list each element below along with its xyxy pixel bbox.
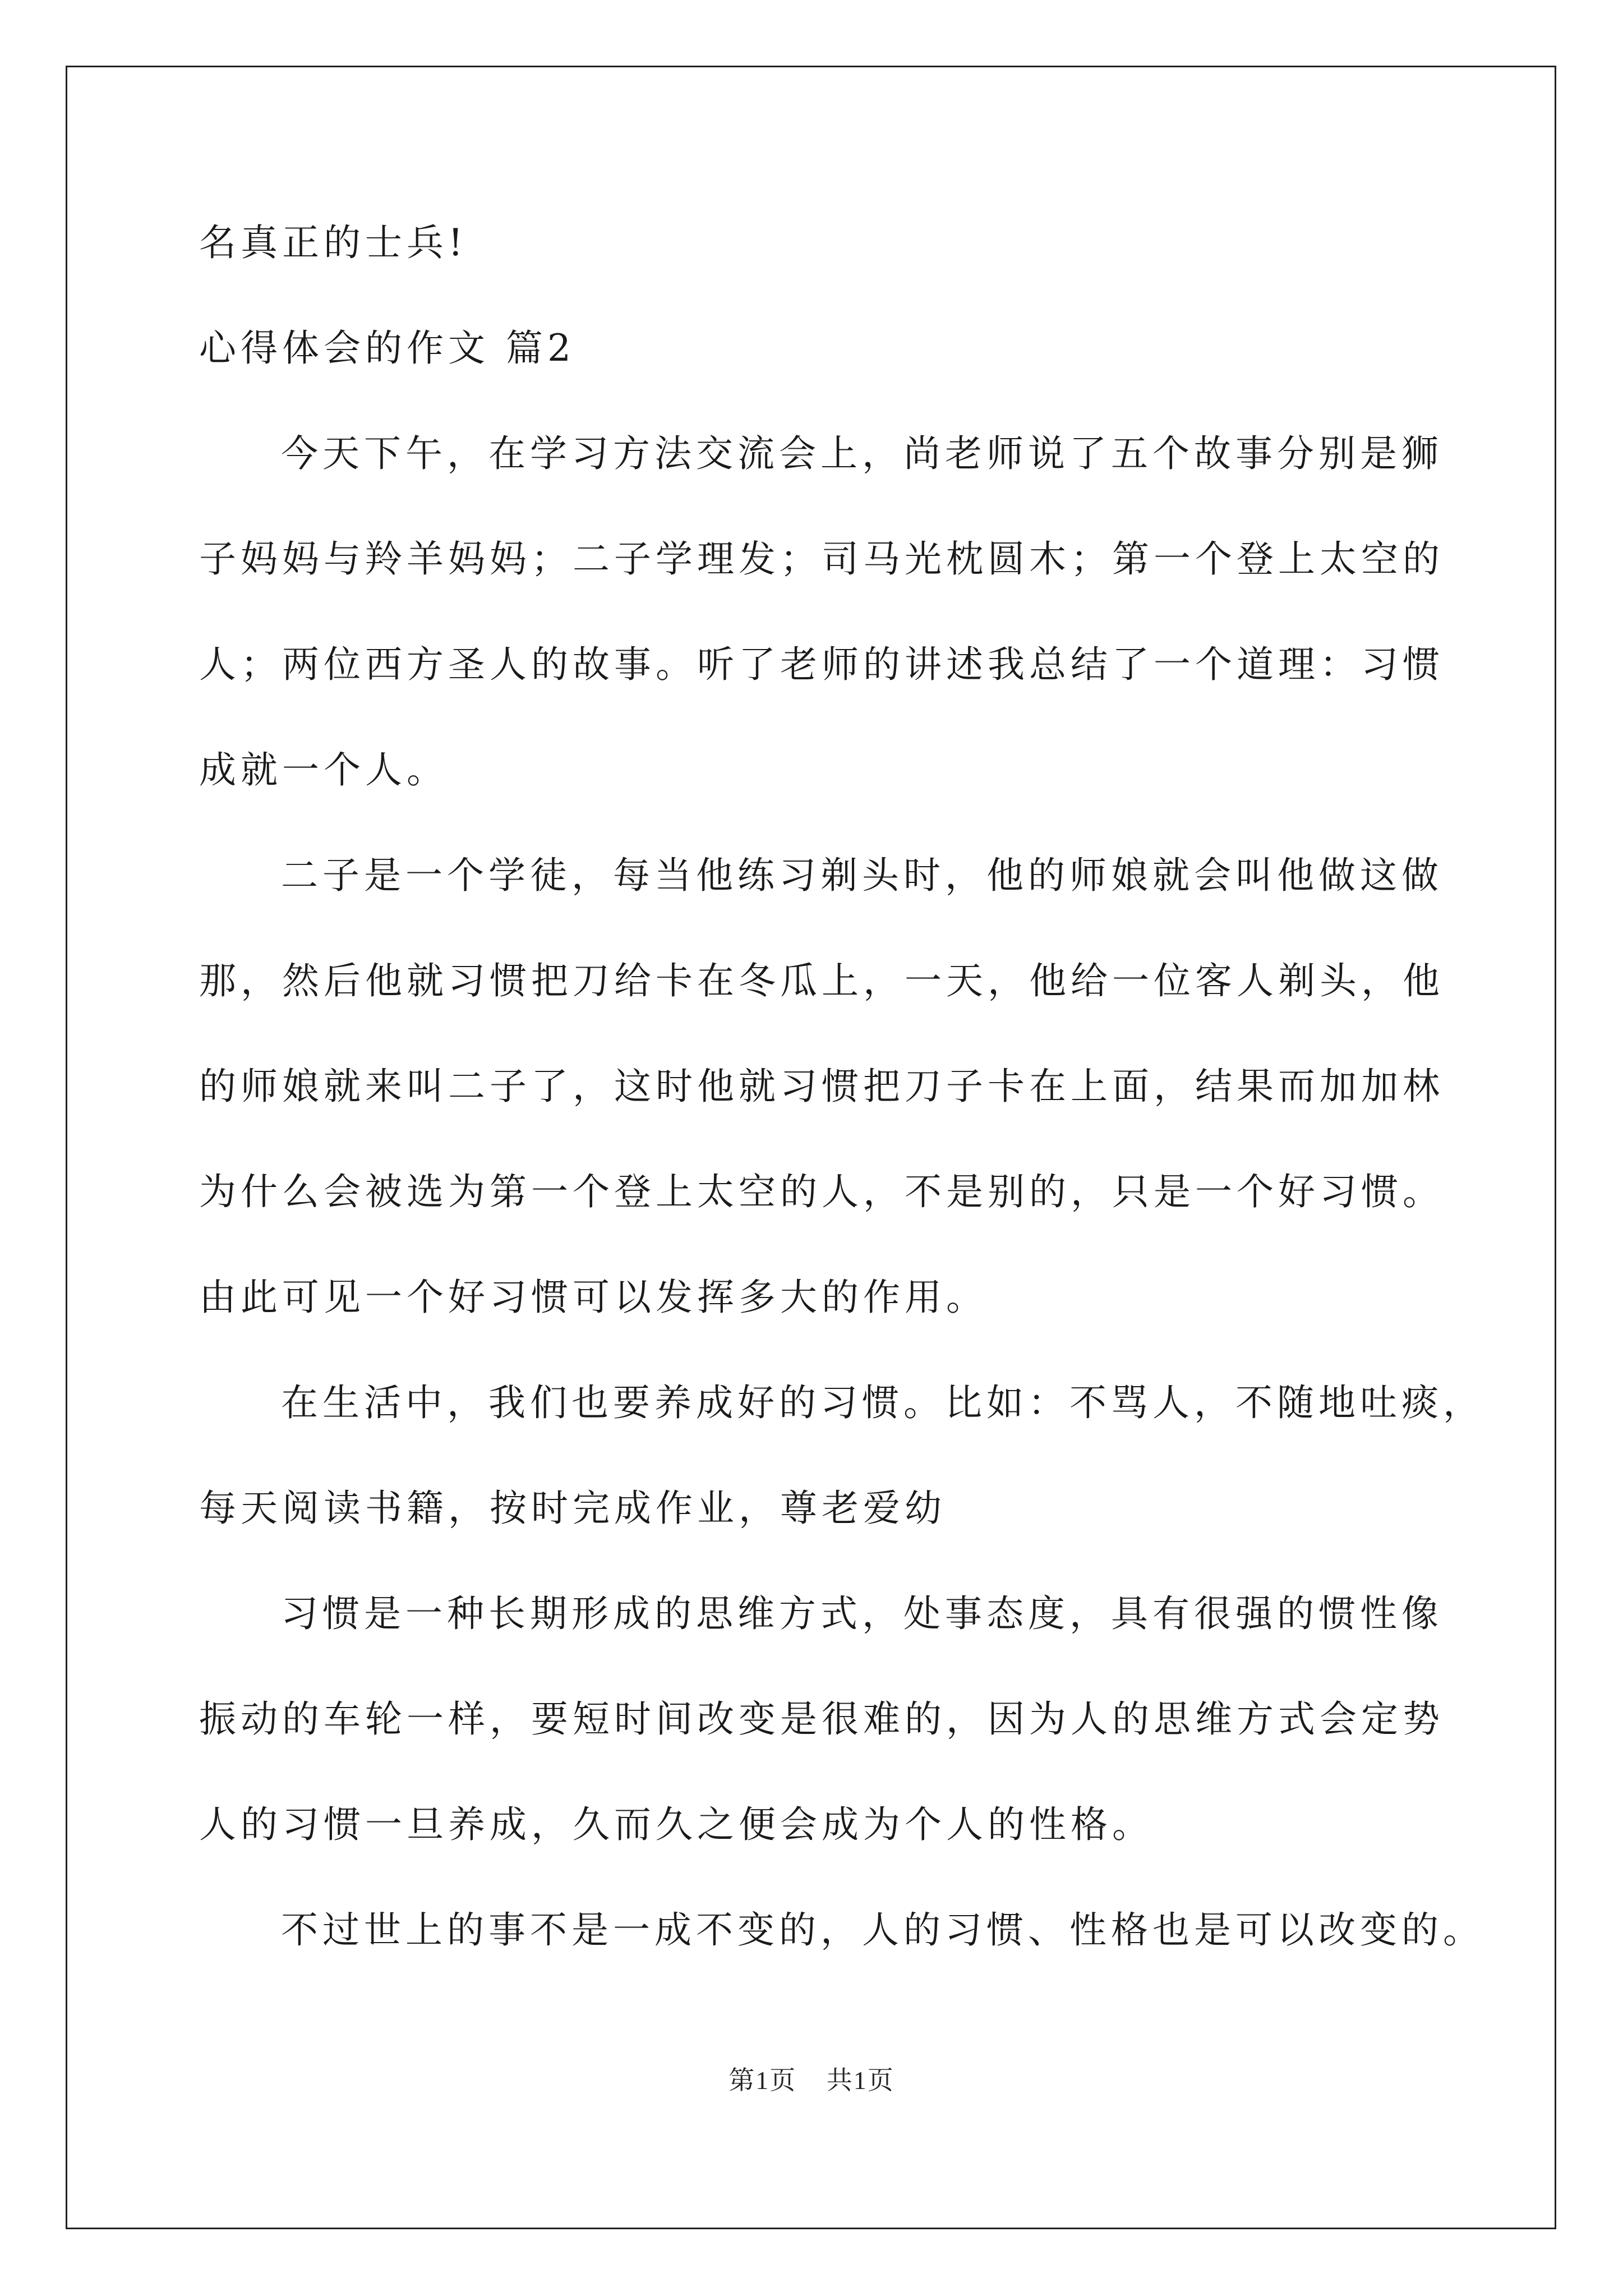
paragraph-line: 子妈妈与羚羊妈妈；二子学理发；司马光枕圆木；第一个登上太空的 [199, 537, 1444, 581]
paragraph-line: 二子是一个学徒，每当他练习剃头时，他的师娘就会叫他做这做 [281, 854, 1443, 897]
document-body [199, 216, 1484, 1957]
page-number-current: 第1页 [728, 2066, 797, 2095]
paragraph-line: 由此可见一个好习惯可以发挥多大的作用。 [199, 1276, 988, 1319]
paragraph-line: 习惯是一种长期形成的思维方式，处事态度，具有很强的惯性像 [281, 1592, 1443, 1635]
paragraph-line: 在生活中，我们也要养成好的习惯。比如：不骂人，不随地吐痰， [281, 1381, 1484, 1424]
paragraph-line: 那，然后他就习惯把刀给卡在冬瓜上，一天，他给一位客人剃头，他 [199, 959, 1444, 1002]
paragraph-line: 不过世上的事不是一成不变的，人的习惯、性格也是可以改变的。 [281, 1908, 1484, 1952]
paragraph-line: 振动的车轮一样，要短时间改变是很难的，因为人的思维方式会定势 [199, 1697, 1444, 1741]
page-footer [0, 2060, 1623, 2097]
page-number-total: 共1页 [826, 2066, 895, 2095]
paragraph-line: 的师娘就来叫二子了，这时他就习惯把刀子卡在上面，结果而加加林 [199, 1065, 1444, 1108]
paragraph-line: 成就一个人。 [199, 748, 448, 792]
paragraph-line: 每天阅读书籍，按时完成作业，尊老爱幼 [199, 1487, 946, 1530]
paragraph-line: 今天下午，在学习方法交流会上，尚老师说了五个故事分别是狮 [281, 432, 1443, 475]
section-heading: 心得体会的作文 篇2 [199, 326, 575, 370]
paragraph-line: 人；两位西方圣人的故事。听了老师的讲述我总结了一个道理：习惯 [199, 643, 1444, 686]
paragraph-line: 为什么会被选为第一个登上太空的人，不是别的，只是一个好习惯。 [199, 1170, 1444, 1213]
text-line: 名真正的士兵! [199, 221, 468, 264]
paragraph-line: 人的习惯一旦养成，久而久之便会成为个人的性格。 [199, 1803, 1154, 1846]
